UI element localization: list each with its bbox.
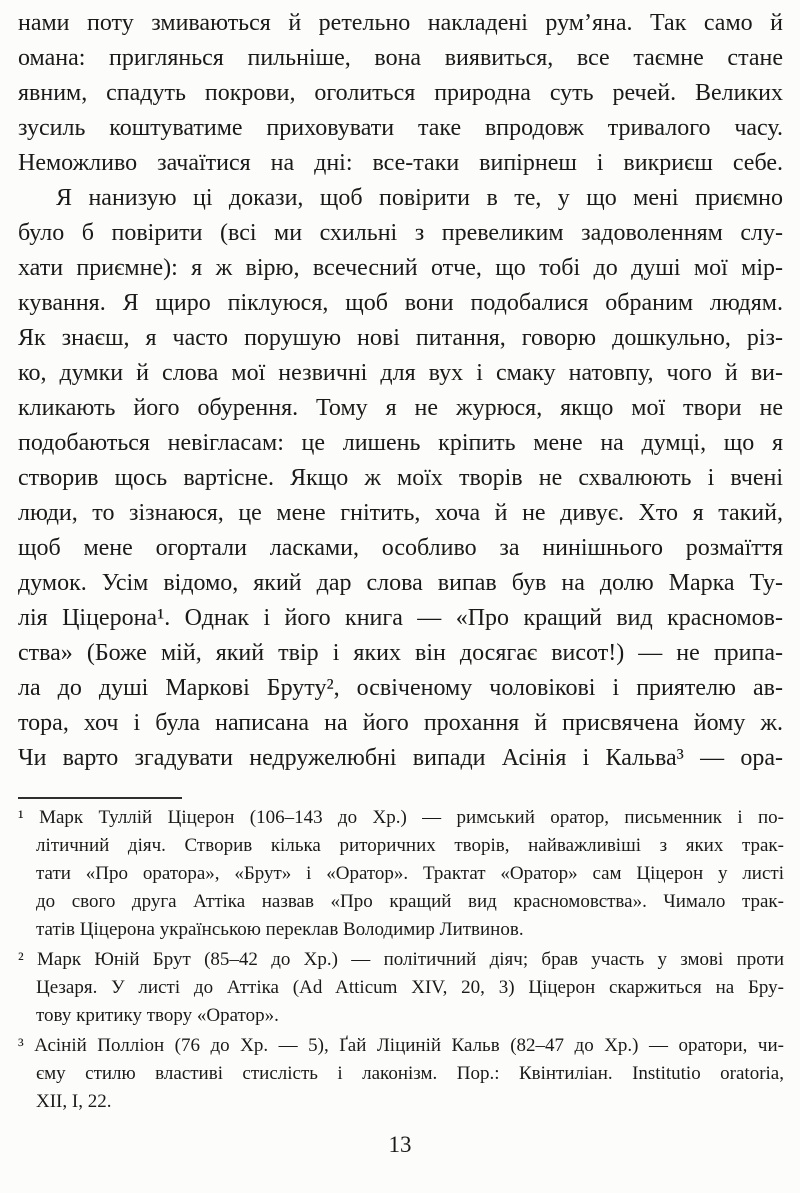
page-number: 13 xyxy=(388,1132,412,1157)
body-line: зусиль коштуватиме приховувати таке впродовж тривалого часу. xyxy=(18,115,783,141)
body-line: ства» (Боже мій, який твір і яких він досягає висот!) — не припа- xyxy=(18,640,783,666)
body-line: хати приємне): я ж вірю, всечесний отче, що тобі до душі мої мір- xyxy=(18,255,783,281)
body-line: нами поту змиваються й ретельно накладені рум’яна. Так само й xyxy=(18,10,783,36)
footnote xyxy=(18,1032,784,1116)
body-line: лія Ціцерона¹. Однак і його книга — «Про кращий вид красномов- xyxy=(18,605,783,631)
footnote-line: Цезаря. У листі до Аттіка (Ad Atticum XIV, 20, 3) Ціцерон скаржиться на Бру- xyxy=(36,977,784,998)
body-line: створив щось вартісне. Якщо ж моїх творів не схвалюють і вчені xyxy=(18,465,783,491)
footnote-line: татів Ціцерона українською переклав Володимир Литвинов. xyxy=(36,919,524,940)
footnote-line: XII, I, 22. xyxy=(36,1091,112,1112)
footnote-line: тати «Про оратора», «Брут» і «Оратор». Трактат «Оратор» сам Ціцерон у листі xyxy=(36,863,784,884)
footnote-line-with-marker: ¹ Марк Туллій Ціцерон (106–143 до Хр.) — римський оратор, письменник і по- xyxy=(18,807,784,828)
footnote-line: тову критику твору «Оратор». xyxy=(36,1005,279,1026)
body-line: омана: приглянься пильніше, вона виявиться, все таємне стане xyxy=(18,45,783,71)
footnote xyxy=(18,804,784,944)
body-line: було б повірити (всі ми схильні з превеликим задоволенням слу- xyxy=(18,220,783,246)
footnote-line: літичний діяч. Створив кілька риторичних творів, найважливіші з яких трак- xyxy=(36,835,784,856)
footnote-line: єму стилю властиві стислість і лаконізм. Пор.: Квінтиліан. Institutio oratoria, xyxy=(36,1063,784,1084)
body-line: Чи варто згадувати недружелюбні випади Асінія і Кальва³ — ора- xyxy=(18,745,783,771)
body-text xyxy=(18,6,783,776)
footnote-line-with-marker: ² Марк Юній Брут (85–42 до Хр.) — політичний діяч; брав участь у змові проти xyxy=(18,949,784,970)
footnote xyxy=(18,946,784,1030)
body-line: явним, спадуть покрови, оголиться природна суть речей. Великих xyxy=(18,80,783,106)
body-line: Неможливо зачаїтися на дні: все-таки випірнеш і викриєш себе. xyxy=(18,150,783,176)
body-line: Як знаєш, я часто порушую нові питання, говорю дошкульно, різ- xyxy=(18,325,783,351)
body-line: люди, то зізнаюся, це мене гнітить, хоча й не дивує. Хто я такий, xyxy=(18,500,783,526)
body-line: думок. Усім відомо, який дар слова випав був на долю Марка Ту- xyxy=(18,570,783,596)
footnotes xyxy=(18,804,784,1118)
body-line: ла до душі Маркові Бруту², освіченому чоловікові і приятелю ав- xyxy=(18,675,783,701)
body-line: щоб мене огортали ласками, особливо за нинішнього розмаїття xyxy=(18,535,783,561)
body-line: Я нанизую ці докази, щоб повірити в те, у що мені приємно xyxy=(56,185,783,211)
body-line: тора, хоч і була написана на його прохання й присвячена йому ж. xyxy=(18,710,783,736)
body-line: подобаються невігласам: це лишень кріпить мене на думці, що я xyxy=(18,430,783,456)
body-line: кування. Я щиро піклуюся, щоб вони подобалися обраним людям. xyxy=(18,290,783,316)
footnote-line-with-marker: ³ Асіній Полліон (76 до Хр. — 5), Ґай Ліциній Кальв (82–47 до Хр.) — оратори, чи- xyxy=(18,1035,784,1056)
body-line: кликають його обурення. Тому я не журюся, якщо мої твори не xyxy=(18,395,783,421)
body-line: ко, думки й слова мої незвичні для вух і смаку натовпу, чого й ви- xyxy=(18,360,783,386)
footnote-line: до свого друга Аттіка назвав «Про кращий вид красномовства». Чимало трак- xyxy=(36,891,784,912)
footnote-separator xyxy=(18,797,182,799)
